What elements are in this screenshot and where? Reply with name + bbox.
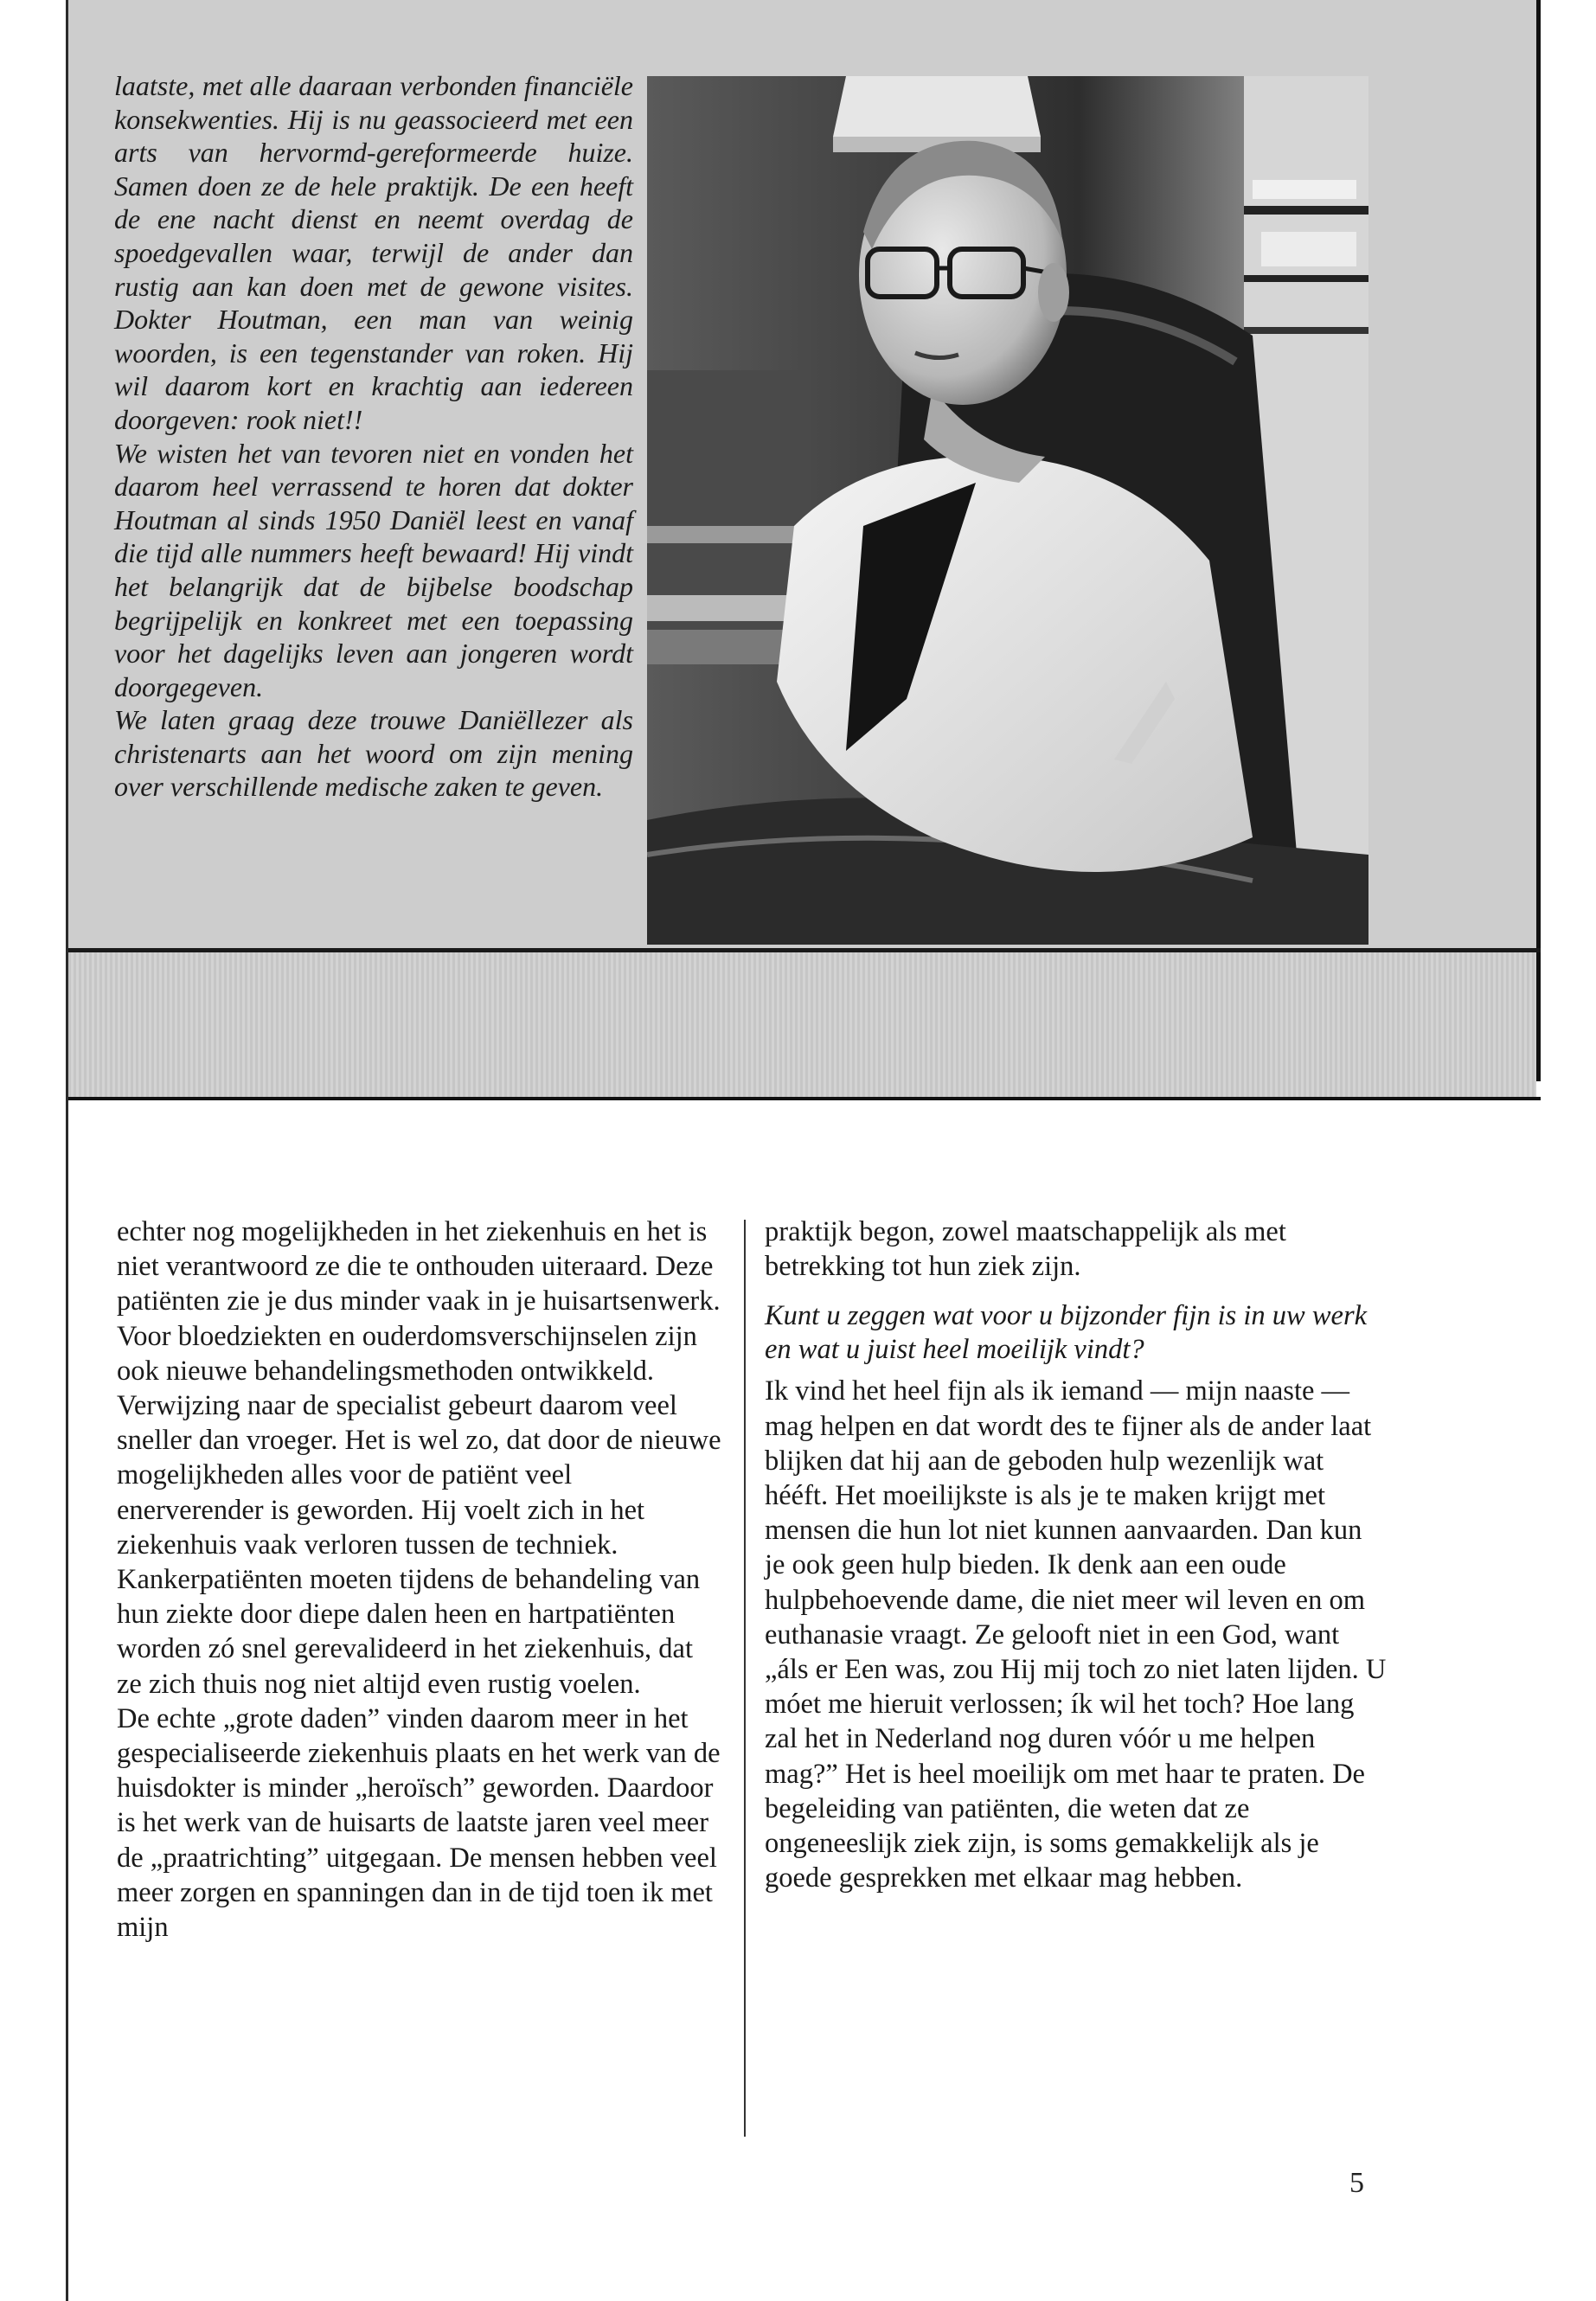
intro-paragraph-2: We wisten het van tevoren niet en vonden het daarom heel verrassend te horen dat dokter Houtman al sinds 1950 Daniël leest en vanaf die tijd alle nummers heeft bewaard! Hij vindt het belangrijk dat de bijbelse boodschap begrijpelijk en konkreet met een toepassing voor het dagelijks leven aan jongeren wordt doorgegeven.	[114, 437, 633, 702]
article-column-right	[765, 1215, 1388, 1895]
interview-question: Kunt u zeggen wat voor u bijzonder fijn is in uw werk en wat u juist heel moeilijk vindt?	[765, 1300, 1368, 1366]
left-column-paragraph-1: echter nog mogelijkheden in het ziekenhuis en het is niet verantwoord ze die te onthouden uiteraard. Deze patiënten zie je dus minder vaak in je huisartsenwerk. Voor bloedziekten en ouderdomsverschijnselen zijn ook nieuwe behandelingsmethoden ontwikkeld. Verwijzing naar de specialist gebeurt daarom veel sneller dan vroeger. Het is wel zo, dat door de nieuwe mogelijkheden alles voor de patiënt veel enerverender is geworden. Hij voelt zich in het ziekenhuis vaak verloren tussen de techniek. Kankerpatiënten moeten tijdens de behandeling van hun ziekte door diepe dalen heen en hartpatiënten worden zó snel gerevalideerd in het ziekenhuis, dat ze zich thuis nog niet altijd even rustig voelen.	[117, 1216, 721, 1700]
column-divider	[744, 1220, 746, 2137]
portrait-illustration	[647, 76, 1368, 945]
texture-band	[68, 952, 1536, 1097]
page-frame-right	[1536, 0, 1541, 1081]
panel-bottom-rule	[68, 1097, 1541, 1100]
page-number: 5	[1349, 2167, 1364, 2199]
intro-paragraph-3: We laten graag deze trouwe Daniëllezer als christenarts aan het woord om zijn mening over verschillende medische zaken te geven.	[114, 704, 633, 803]
right-column-lead: praktijk begon, zowel maatschappelijk als met betrekking tot hun ziek zijn.	[765, 1216, 1286, 1283]
interview-answer: Ik vind het heel fijn als ik iemand — mijn naaste — mag helpen en dat wordt des te fijner als de ander laat blijken dat hij aan de geboden hulp wezenlijk wat hééft. Het moeilijkste is als je te maken krijgt met mensen die hun lot niet kunnen aanvaarden. Dan kun je ook geen hulp bieden. Ik denk aan een oude hulpbehoevende dame, die niet meer wil leven en om euthanasie vraagt. Ze gelooft niet in een God, want „áls er Een was, zou Hij mij toch zo niet laten lijden. U móet me hieruit verlossen; ík wil het toch? Hoe lang zal het in Nederland nog duren vóór u me helpen mag?” Het is heel moeilijk om met haar te praten. De begeleiding van patiënten, die weten dat ze ongeneeslijk ziek zijn, is soms gemakkelijk als je goede gesprekken met elkaar mag hebben.	[765, 1375, 1387, 1894]
left-column-paragraph-2: De echte „grote daden” vinden daarom meer in het gespecialiseerde ziekenhuis plaats en het werk van de huisdokter is minder „heroïsch” geworden. Daardoor is het werk van de huisarts de laatste jaren veel meer de „praatrichting” uitgegaan. De mensen hebben veel meer zorgen en spanningen dan in de tijd toen ik met mijn	[117, 1702, 721, 1944]
intro-paragraph-1: laatste, met alle daaraan verbonden financiële konsekwenties. Hij is nu geassocieerd met een arts van hervormd-gereformeerde huize. Samen doen ze de hele praktijk. De een heeft de ene nacht dienst en neemt overdag de spoedgevallen waar, terwijl de ander dan rustig aan kan doen met de gewone visites. Dokter Houtman, een man van weinig woorden, is een tegenstander van roken. Hij wil daarom kort en krachtig aan iedereen doorgeven: rook niet!!	[114, 70, 633, 435]
article-column-left	[117, 1215, 722, 1945]
doctor-portrait-photo	[647, 76, 1368, 945]
intro-text	[114, 69, 633, 804]
